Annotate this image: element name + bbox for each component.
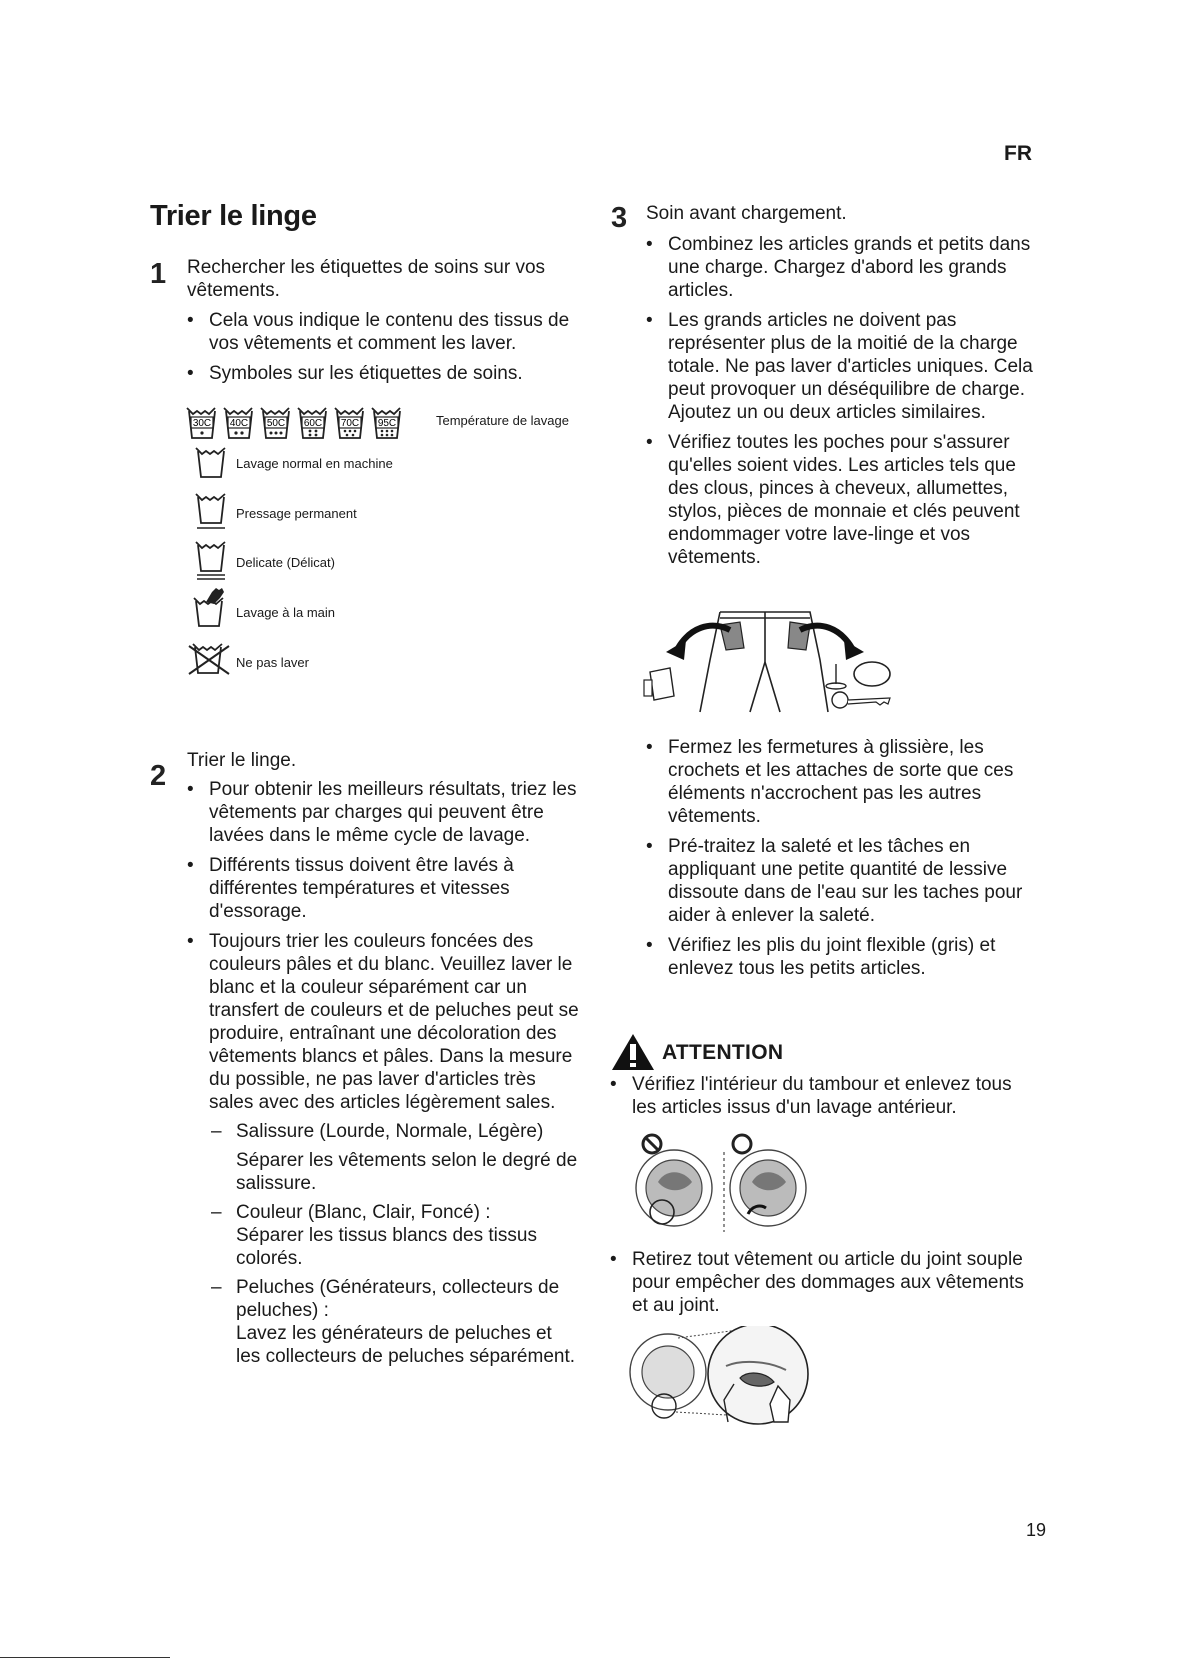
attention-item-2 xyxy=(610,1248,1040,1324)
bullet-text: Toujours trier les couleurs foncées des couleurs pâles et du blanc. Veuillez laver le blanc et la couleur séparément car un transfert de couleurs et de peluches peut se produire, entraînant une décoloration des vêtements blancs et pâles. Dans la mesure du possible, ne pas laver d'articles très sales avec des articles légèrement sales. xyxy=(209,931,579,1113)
list-item: • Retirez tout vêtement ou article du joint souple pour empêcher des dommages aux vêtements et au joint. xyxy=(610,1248,1040,1317)
language-code: FR xyxy=(1004,142,1032,165)
list-item: • Les grands articles ne doivent pas représenter plus de la moitié de la charge totale. Ne pas laver d'articles uniques. Cela peut provoquer un déséquilibre de charge. Ajoutez un ou deux articles similaires. xyxy=(646,309,1042,424)
step-2-intro: Trier le linge. xyxy=(187,750,297,771)
attention-title: ATTENTION xyxy=(662,1041,784,1064)
temp-label: 40C xyxy=(229,418,249,429)
sub-item xyxy=(209,1276,579,1368)
footer-rule xyxy=(0,1657,170,1658)
do-not-wash-label: Ne pas laver xyxy=(236,655,309,670)
temperature-symbols-icon xyxy=(185,406,415,442)
warning-triangle-icon xyxy=(610,1032,656,1072)
temp-label: 60C xyxy=(303,418,323,429)
list-item: • Vérifiez l'intérieur du tambour et enlevez tous les articles issus d'un lavage antérieur. xyxy=(610,1073,1040,1119)
gasket-check-illustration-icon xyxy=(628,1326,814,1434)
list-item: • Cela vous indique le contenu des tissus de vos vêtements et comment les laver. xyxy=(187,309,577,355)
do-not-wash-icon xyxy=(187,640,233,678)
delicate-wash-icon xyxy=(195,540,227,582)
sub-item-body: Lavez les générateurs de peluches et les collecteurs de peluches séparément. xyxy=(236,1323,576,1367)
list-item: • Vérifiez les plis du joint flexible (gris) et enlevez tous les petits articles. xyxy=(646,934,1042,980)
drum-check-illustration-icon xyxy=(628,1132,828,1236)
permanent-press-icon xyxy=(195,492,227,532)
sub-list xyxy=(209,1120,579,1368)
sub-item xyxy=(209,1201,579,1270)
temp-label: 95C xyxy=(377,418,397,429)
list-item: • Pré-traitez la saleté et les tâches en appliquant une petite quantité de lessive dissoute dans de l'eau sur les taches pour aider à enlever la saleté. xyxy=(646,835,1042,927)
delicate-wash-label: Delicate (Délicat) xyxy=(236,555,335,570)
list-item: • Combinez les articles grands et petits dans une charge. Chargez d'abord les grands articles. xyxy=(646,233,1042,302)
empty-pockets-illustration-icon xyxy=(640,600,900,716)
attention-item-1 xyxy=(610,1073,1040,1126)
step-1-intro: Rechercher les étiquettes de soins sur vos vêtements. xyxy=(187,257,546,301)
sub-item-head: – Salissure (Lourde, Normale, Légère) xyxy=(236,1121,544,1142)
step-2-content xyxy=(187,778,579,1375)
temperature-label: Température de lavage xyxy=(436,413,569,428)
hand-wash-icon xyxy=(192,586,228,628)
permanent-press-label: Pressage permanent xyxy=(236,506,357,521)
list-item: • Pour obtenir les meilleurs résultats, triez les vêtements par charges qui peuvent être lavées dans le même cycle de lavage. xyxy=(187,778,579,847)
sub-item-head: – Couleur (Blanc, Clair, Foncé) : xyxy=(236,1202,491,1223)
list-item: • Symboles sur les étiquettes de soins. xyxy=(187,362,577,385)
sub-item-body: Séparer les tissus blancs des tissus colorés. xyxy=(236,1225,537,1269)
page-number: 19 xyxy=(1026,1520,1047,1540)
temp-label: 30C xyxy=(192,418,212,429)
step-3-bullets-continued xyxy=(646,736,1042,987)
normal-wash-icon xyxy=(195,446,227,480)
step-1-bullets xyxy=(187,309,577,392)
list-item xyxy=(187,930,579,1368)
sub-item xyxy=(209,1120,579,1195)
hand-wash-label: Lavage à la main xyxy=(236,605,336,620)
normal-wash-label: Lavage normal en machine xyxy=(236,456,393,471)
list-item: • Fermez les fermetures à glissière, les crochets et les attaches de sorte que ces éléments n'accrochent pas les autres vêtements. xyxy=(646,736,1042,828)
step-2-number: 2 xyxy=(150,760,167,792)
list-item: • Différents tissus doivent être lavés à différentes températures et vitesses d'essorage. xyxy=(187,854,579,923)
sub-item-body: Séparer les vêtements selon le degré de salissure. xyxy=(236,1150,578,1194)
step-3-bullets xyxy=(646,233,1042,576)
list-item: • Vérifiez toutes les poches pour s'assurer qu'elles soient vides. Les articles tels que des clous, pinces à cheveux, allumettes, stylos, pièces de monnaie et clés peuvent endommager votre lave-linge et vos vêtements. xyxy=(646,431,1042,569)
page-title: Trier le linge xyxy=(150,200,317,232)
sub-item-head: – Peluches (Générateurs, collecteurs de peluches) : xyxy=(236,1277,560,1321)
temp-label: 50C xyxy=(266,418,286,429)
temp-label: 70C xyxy=(340,418,360,429)
step-3-intro: Soin avant chargement. xyxy=(646,203,847,224)
step-3-number: 3 xyxy=(611,202,628,234)
step-2-bullets xyxy=(187,778,579,1368)
step-1-number: 1 xyxy=(150,258,167,290)
